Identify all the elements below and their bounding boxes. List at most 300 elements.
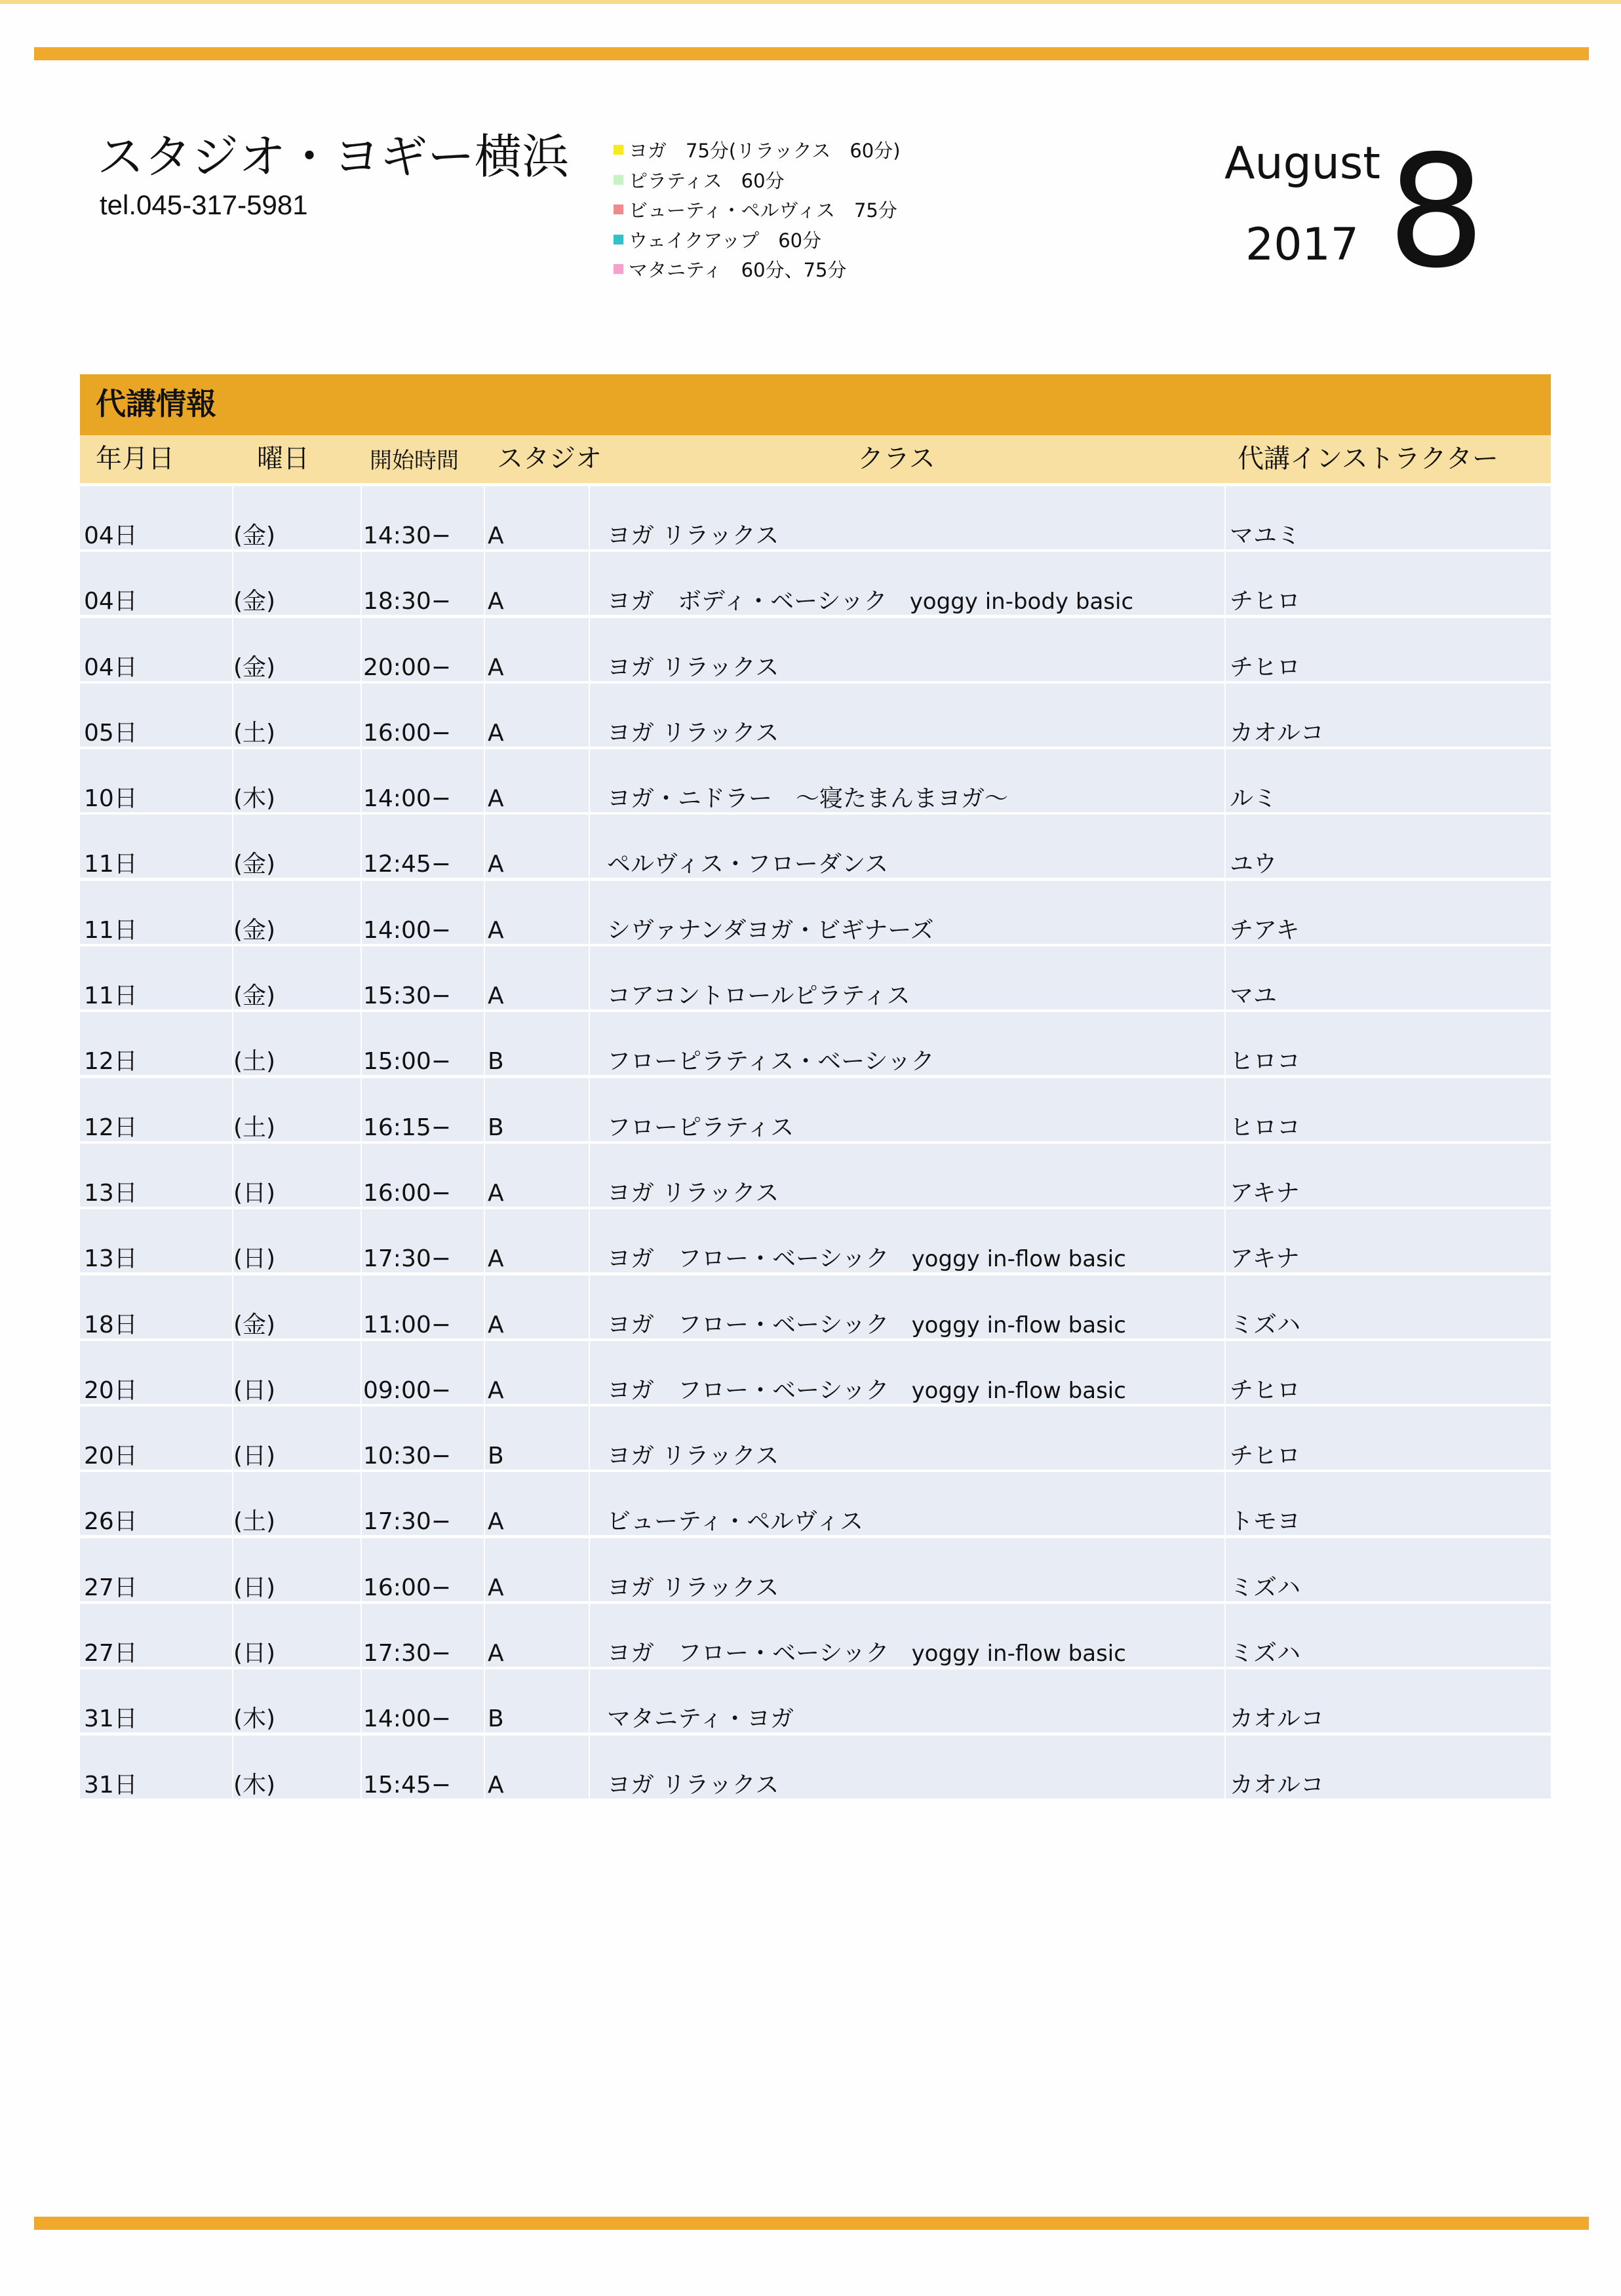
cell-studio (485, 749, 589, 812)
cell-studio-value: A (488, 1640, 504, 1667)
cell-start-time-text (363, 1576, 451, 1600)
cell-weekday-value: (土) (233, 719, 276, 747)
cell-weekday (233, 1275, 361, 1338)
cell-studio-value: A (488, 522, 504, 549)
cell-date (80, 1341, 232, 1404)
table-row (80, 813, 1551, 879)
cell-class-value: シヴァナンダヨガ・ビギナーズ (607, 916, 934, 944)
table-row (80, 1208, 1551, 1274)
cell-class (590, 684, 1224, 747)
legend-label: ヨガ 75分(リラックス 60分) (629, 140, 901, 163)
cell-class-text (607, 1576, 779, 1600)
cell-instructor-value: ユウ (1230, 851, 1278, 878)
cell-instructor-text (1230, 590, 1300, 613)
cell-date (80, 881, 232, 944)
table-row (80, 1471, 1551, 1536)
cell-date-text (84, 1313, 138, 1337)
cell-start-time-value: 15:45− (363, 1771, 451, 1799)
cell-weekday-text (233, 1510, 275, 1534)
cell-class (590, 1407, 1224, 1469)
cell-start-time-value: 14:00− (363, 1705, 451, 1733)
cell-instructor-text (1230, 653, 1301, 681)
cell-studio-value: A (488, 983, 504, 1010)
class-legend (614, 135, 981, 284)
cell-start-time (362, 1275, 484, 1338)
legend-swatch (614, 145, 623, 155)
month-name: August (1224, 138, 1380, 189)
cell-date-value: 12日 (84, 1114, 138, 1141)
cell-class-value: ヨガ・ニドラー ～寝たまんまヨガ～ (607, 785, 1009, 813)
cell-studio (485, 618, 589, 681)
cell-instructor-value: チヒロ (1230, 653, 1301, 681)
cell-class-value: ヨガ フロー・ベーシック (607, 1311, 889, 1338)
cell-instructor (1226, 618, 1551, 681)
cell-start-time (362, 1012, 484, 1075)
cell-start-time (362, 1407, 484, 1469)
cell-weekday-value: (日) (233, 1443, 276, 1470)
cell-class-value: コアコントロールピラティス (607, 983, 910, 1010)
cell-instructor (1226, 1604, 1551, 1667)
cell-start-time-value: 16:00− (363, 719, 451, 747)
cell-weekday (233, 1538, 361, 1601)
cell-date (80, 1472, 232, 1535)
legend-item (614, 254, 981, 284)
cell-studio-text (488, 1050, 504, 1074)
cell-instructor-value: カオルコ (1230, 1705, 1325, 1733)
cell-date-value: 13日 (84, 1179, 138, 1207)
cell-instructor (1226, 1275, 1551, 1338)
cell-date-text (84, 1116, 138, 1140)
legend-swatch (614, 204, 623, 214)
cell-class-value: ヨガ リラックス (607, 522, 779, 549)
class-english-name: yoggy in-flow basic (911, 1377, 1126, 1404)
cell-weekday-value: (金) (233, 851, 276, 878)
legend-label: ウェイクアップ 60分 (629, 229, 822, 252)
legend-swatch (614, 235, 623, 244)
cell-date-value: 27日 (84, 1574, 138, 1601)
cell-studio-value: A (488, 653, 504, 681)
cell-studio-value: B (488, 1114, 504, 1141)
cell-weekday (233, 1209, 361, 1272)
cell-start-time-text (363, 653, 451, 681)
cell-studio-value: B (488, 1443, 504, 1470)
cell-date (80, 552, 232, 615)
cell-class (590, 1669, 1224, 1732)
cell-studio-value: A (488, 588, 504, 615)
legend-swatch (614, 264, 623, 274)
cell-date (80, 684, 232, 747)
cell-start-time-text (363, 1050, 451, 1074)
cell-class-value: フローピラティス・ベーシック (607, 1048, 935, 1076)
cell-instructor-text (1230, 1116, 1300, 1140)
cell-weekday (233, 946, 361, 1009)
cell-studio-value: A (488, 1376, 504, 1404)
cell-weekday-text (233, 853, 275, 876)
cell-date-text (84, 1247, 138, 1271)
cell-start-time-text (363, 1707, 451, 1731)
cell-start-time-text (363, 1376, 451, 1404)
month-number: 8 (1387, 122, 1486, 302)
cell-instructor (1226, 684, 1551, 747)
cell-start-time-text (363, 1247, 451, 1271)
cell-start-time-text (363, 1313, 451, 1337)
cell-class (590, 1012, 1224, 1075)
cell-studio (485, 1407, 589, 1469)
cell-weekday (233, 552, 361, 615)
cell-weekday-value: (土) (233, 1114, 276, 1141)
cell-weekday-text (233, 1247, 275, 1271)
cell-instructor-value: マユミ (1230, 522, 1301, 549)
cell-start-time-text (363, 984, 451, 1008)
cell-studio-value: A (488, 1771, 504, 1799)
cell-weekday (233, 881, 361, 944)
cell-instructor (1226, 1341, 1551, 1404)
cell-date-value: 04日 (84, 522, 138, 549)
cell-date (80, 1604, 232, 1667)
cell-weekday (233, 749, 361, 812)
cell-class-text (607, 1707, 794, 1731)
cell-weekday-value: (木) (233, 1771, 276, 1799)
cell-studio-text (488, 1510, 504, 1534)
cell-studio-text (488, 1707, 504, 1731)
cell-studio (485, 1144, 589, 1207)
table-row (80, 748, 1551, 813)
cell-weekday-text (233, 787, 275, 811)
cell-date (80, 1209, 232, 1272)
cell-instructor-value: ミズハ (1230, 1311, 1301, 1338)
legend-item (614, 135, 981, 165)
cell-class-text (607, 1642, 1126, 1665)
cell-date-text (84, 1707, 138, 1731)
cell-weekday-text (233, 524, 275, 548)
cell-instructor (1226, 1669, 1551, 1732)
cell-instructor-text (1230, 1510, 1300, 1534)
cell-weekday-text (233, 1376, 276, 1404)
legend-item (614, 225, 981, 255)
cell-studio-text (488, 1313, 504, 1337)
table-row (80, 1405, 1551, 1471)
cell-weekday-value: (金) (233, 983, 276, 1010)
cell-date-text (84, 916, 138, 944)
cell-studio-text (488, 524, 504, 548)
cell-instructor-value: トモヨ (1230, 1508, 1301, 1536)
cell-date (80, 1407, 232, 1469)
cell-date-value: 11日 (84, 851, 138, 878)
cell-weekday (233, 1078, 361, 1141)
cell-instructor-value: ミズハ (1230, 1640, 1301, 1667)
cell-date (80, 618, 232, 681)
cell-start-time (362, 684, 484, 747)
cell-date-text (84, 853, 138, 876)
cell-class (590, 1736, 1224, 1799)
cell-start-time (362, 486, 484, 549)
cell-start-time-text (363, 916, 451, 944)
cell-start-time (362, 881, 484, 944)
table-row (80, 945, 1551, 1011)
cell-start-time (362, 618, 484, 681)
cell-studio-text (488, 853, 504, 876)
cell-class-text (607, 916, 934, 944)
cell-class (590, 618, 1224, 681)
cell-date-text (84, 1050, 138, 1074)
column-header-start-time: 開始時間 (370, 448, 459, 474)
cell-studio (485, 486, 589, 549)
cell-studio-text (488, 590, 504, 613)
cell-instructor-text (1230, 787, 1277, 811)
column-header-instructor: 代講インストラクター (1238, 444, 1498, 474)
cell-date (80, 749, 232, 812)
cell-instructor-value: ミズハ (1230, 1574, 1301, 1601)
table-row (80, 485, 1551, 551)
cell-studio-text (488, 1576, 504, 1600)
cell-weekday-value: (木) (233, 785, 276, 813)
cell-start-time-value: 15:30− (363, 983, 451, 1010)
cell-date (80, 815, 232, 878)
cell-instructor-value: チアキ (1230, 916, 1300, 944)
column-header-class: クラス (857, 444, 935, 474)
cell-instructor-text (1230, 1642, 1300, 1665)
cell-start-time-value: 17:30− (363, 1508, 451, 1536)
cell-instructor-value: カオルコ (1230, 719, 1325, 747)
cell-date-text (84, 1642, 138, 1665)
cell-studio-text (488, 1179, 504, 1207)
cell-class (590, 881, 1224, 944)
cell-start-time-text (363, 590, 451, 613)
cell-instructor (1226, 815, 1551, 878)
cell-instructor-value: ヒロコ (1230, 1048, 1301, 1076)
cell-studio-text (488, 1771, 504, 1799)
cell-start-time-value: 16:00− (363, 1574, 451, 1601)
cell-start-time (362, 815, 484, 878)
cell-studio-value: A (488, 1311, 504, 1338)
cell-start-time-value: 14:30− (363, 522, 451, 549)
table-row (80, 617, 1551, 682)
cell-studio-value: B (488, 1705, 504, 1733)
cell-studio-value: A (488, 1574, 504, 1601)
cell-date-value: 26日 (84, 1508, 138, 1536)
cell-instructor-text (1230, 719, 1325, 747)
legend-item (614, 195, 981, 225)
cell-date-text (84, 1510, 138, 1534)
cell-class-text (607, 1247, 1126, 1271)
cell-weekday-value: (日) (233, 1376, 276, 1404)
cell-date-text (84, 984, 138, 1008)
cell-date-value: 27日 (84, 1640, 138, 1667)
cell-class (590, 1341, 1224, 1404)
cell-studio (485, 1275, 589, 1338)
cell-studio-value: A (488, 1508, 504, 1536)
cell-studio-text (488, 1376, 504, 1404)
cell-studio-text (488, 1445, 504, 1468)
cell-date-text (84, 1771, 138, 1799)
cell-studio-text (488, 984, 504, 1008)
cell-start-time (362, 1144, 484, 1207)
cell-date-value: 31日 (84, 1771, 138, 1799)
cell-class-value: ヨガ リラックス (607, 1574, 779, 1601)
cell-weekday-value: (金) (233, 588, 276, 615)
cell-date-value: 12日 (84, 1048, 138, 1076)
column-header-studio: スタジオ (497, 444, 602, 474)
legend-label: ピラティス 60分 (629, 169, 785, 192)
cell-start-time-text (363, 1116, 451, 1140)
cell-weekday-value: (木) (233, 1705, 276, 1733)
cell-date-value: 31日 (84, 1705, 138, 1733)
table-row (80, 551, 1551, 616)
cell-instructor (1226, 1078, 1551, 1141)
cell-start-time (362, 1538, 484, 1601)
cell-class-text (607, 1771, 779, 1799)
cell-date-text (84, 524, 138, 548)
cell-studio-value: A (488, 851, 504, 878)
cell-studio (485, 1736, 589, 1799)
cell-date (80, 1736, 232, 1799)
cell-class-value: ヨガ フロー・ベーシック (607, 1640, 889, 1667)
cell-start-time-value: 09:00− (363, 1376, 451, 1404)
cell-weekday-value: (土) (233, 1048, 276, 1076)
cell-weekday-value: (日) (233, 1640, 276, 1667)
cell-start-time (362, 1078, 484, 1141)
cell-studio-text (488, 787, 504, 811)
cell-class-value: ヨガ ボディ・ベーシック (607, 588, 888, 615)
cell-instructor-text (1230, 1179, 1300, 1207)
cell-date-value: 13日 (84, 1245, 138, 1273)
legend-label: ビューティ・ペルヴィス 75分 (629, 199, 897, 222)
studio-tel: tel.045-317-5981 (100, 189, 308, 220)
legend-label: マタニティ 60分、75分 (629, 259, 847, 282)
cell-weekday (233, 1144, 361, 1207)
cell-start-time (362, 1341, 484, 1404)
cell-instructor-value: アキナ (1230, 1245, 1300, 1273)
cell-weekday-text (233, 1642, 275, 1665)
cell-instructor (1226, 1472, 1551, 1535)
cell-start-time (362, 1669, 484, 1732)
cell-date (80, 1078, 232, 1141)
cell-instructor (1226, 1144, 1551, 1207)
cell-date-text (84, 1445, 138, 1468)
cell-class-text (607, 590, 1133, 613)
cell-class (590, 1604, 1224, 1667)
cell-start-time-value: 11:00− (363, 1311, 451, 1338)
table-header (80, 435, 1551, 483)
cell-instructor (1226, 946, 1551, 1009)
studio-name: スタジオ・ヨギー横浜 (97, 129, 570, 184)
table-row (80, 1011, 1551, 1076)
cell-class (590, 552, 1224, 615)
cell-class (590, 1275, 1224, 1338)
cell-date-text (84, 1376, 138, 1404)
cell-weekday-value: (金) (233, 653, 276, 681)
cell-date-text (84, 1179, 138, 1207)
cell-studio (485, 1472, 589, 1535)
cell-class-value: ヨガ リラックス (607, 1771, 779, 1799)
cell-weekday-value: (金) (233, 522, 276, 549)
table-row (80, 880, 1551, 945)
cell-class-text (607, 1179, 779, 1207)
cell-weekday-text (233, 1445, 275, 1468)
cell-instructor-text (1230, 1376, 1301, 1404)
cell-start-time-value: 15:00− (363, 1048, 451, 1076)
table-row (80, 1603, 1551, 1668)
cell-instructor-text (1230, 1247, 1300, 1271)
column-header-weekday: 曜日 (257, 444, 309, 474)
cell-weekday-value: (金) (233, 1311, 276, 1338)
cell-class-value: ヨガ リラックス (607, 1179, 779, 1207)
cell-start-time-text (363, 719, 451, 747)
cell-studio-text (488, 1642, 504, 1665)
cell-studio (485, 684, 589, 747)
section-title: 代講情報 (96, 386, 216, 421)
cell-class (590, 946, 1224, 1009)
cell-weekday (233, 684, 361, 747)
cell-class-text (607, 787, 1008, 811)
cell-instructor-text (1230, 1707, 1324, 1731)
cell-start-time-text (363, 1179, 451, 1207)
cell-start-time-value: 14:00− (363, 916, 451, 944)
cell-weekday (233, 1604, 361, 1667)
cell-date-value: 11日 (84, 916, 138, 944)
cell-class (590, 1144, 1224, 1207)
cell-date-value: 20日 (84, 1376, 138, 1404)
cell-start-time-value: 18:30− (363, 588, 451, 615)
cell-class-text (607, 524, 779, 548)
cell-date-value: 05日 (84, 719, 138, 747)
cell-class (590, 749, 1224, 812)
cell-instructor (1226, 749, 1551, 812)
cell-instructor-value: ヒロコ (1230, 1114, 1301, 1141)
cell-date (80, 1012, 232, 1075)
cell-weekday-value: (日) (233, 1245, 276, 1273)
cell-date (80, 1669, 232, 1732)
cell-studio (485, 946, 589, 1009)
table-row (80, 1274, 1551, 1340)
cell-class-text (607, 653, 779, 681)
cell-weekday (233, 618, 361, 681)
cell-instructor-value: アキナ (1230, 1179, 1300, 1207)
cell-instructor-text (1230, 1313, 1300, 1337)
cell-class-text (607, 1510, 863, 1534)
cell-studio-text (488, 1116, 504, 1140)
cell-date-value: 20日 (84, 1443, 138, 1470)
cell-weekday-text (233, 1116, 275, 1140)
cell-weekday-text (233, 653, 276, 681)
cell-studio (485, 1604, 589, 1667)
cell-start-time-value: 16:15− (363, 1114, 451, 1141)
cell-date-text (84, 787, 138, 811)
cell-weekday (233, 815, 361, 878)
cell-class-text (607, 719, 779, 747)
table-row (80, 1340, 1551, 1405)
cell-studio (485, 1669, 589, 1732)
cell-date-text (84, 590, 138, 613)
cell-class-value: ヨガ リラックス (607, 719, 779, 747)
cell-studio-value: A (488, 785, 504, 813)
cell-instructor-text (1230, 1050, 1300, 1074)
cell-class-text (607, 1050, 935, 1074)
cell-class-text (607, 1445, 779, 1468)
bottom-accent-bar (34, 2217, 1589, 2230)
cell-instructor-text (1230, 1576, 1300, 1600)
cell-instructor-text (1230, 1771, 1325, 1799)
cell-start-time-text (363, 1771, 451, 1799)
cell-date-value: 18日 (84, 1311, 138, 1338)
cell-weekday (233, 1012, 361, 1075)
table-row (80, 1537, 1551, 1603)
table-row (80, 1668, 1551, 1734)
cell-weekday-text (233, 916, 276, 944)
cell-instructor (1226, 552, 1551, 615)
cell-instructor (1226, 1012, 1551, 1075)
cell-weekday-text (233, 1707, 275, 1731)
